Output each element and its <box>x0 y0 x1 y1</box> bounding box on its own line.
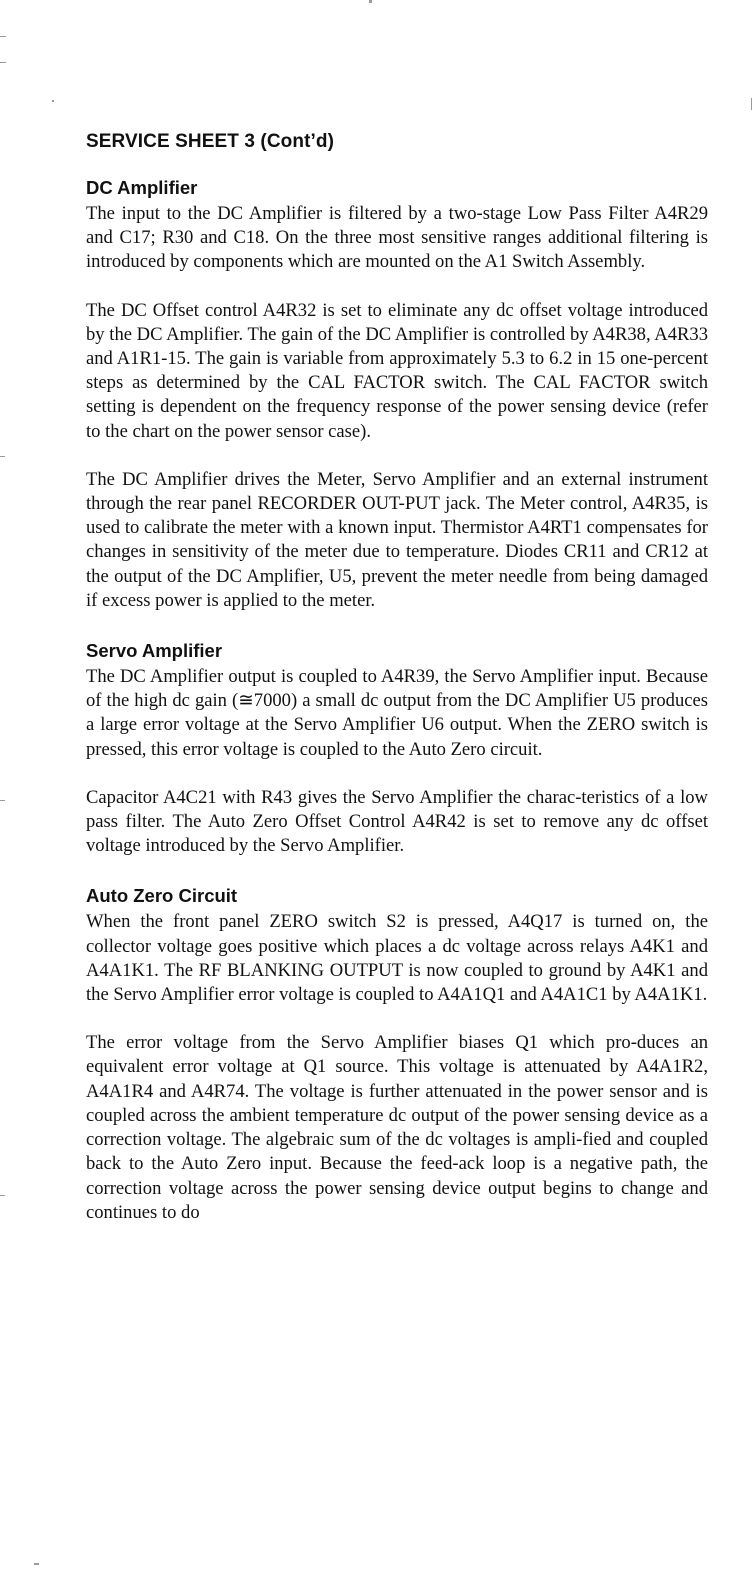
scan-mark-left-5 <box>0 1195 5 1196</box>
scan-mark-left-1 <box>0 36 6 37</box>
sheet-title: SERVICE SHEET 3 (Cont’d) <box>86 131 335 152</box>
document-body <box>86 130 708 1225</box>
section-dc-amplifier <box>86 176 708 613</box>
paragraph: The DC Offset control A4R32 is set to eliminate any dc offset voltage introduced by the DC Amplifier. The gain of the DC Amplifier is controlled by A4R38, A4R33 and A1R1-15. The gain is variable from approximately 5.3 to 6.2 in 15 one-percent steps as determined by the CAL FACTOR switch. The CAL FACTOR switch setting is dependent on the frequency response of the power sensing device (refer to the chart on the power sensor case). <box>86 299 708 442</box>
paragraph: Capacitor A4C21 with R43 gives the Servo Amplifier the charac-teristics of a low pass filter. The Auto Zero Offset Control A4R42 is set to remove any dc offset voltage introduced by the Servo Amplifier. <box>86 786 708 857</box>
section-auto-zero-circuit <box>86 884 708 1224</box>
scan-mark-top <box>369 0 372 3</box>
section-heading: Servo Amplifier <box>86 640 223 662</box>
paragraph: The input to the DC Amplifier is filtered by a two-stage Low Pass Filter A4R29 and C17; R30 and C18. On the three most sensitive ranges additional filtering is introduced by components which are mounted on the A1 Switch Assembly. <box>86 203 708 273</box>
scan-mark-left-4 <box>0 800 5 801</box>
section-heading: Auto Zero Circuit <box>86 885 238 907</box>
scan-mark-bottom <box>34 1563 39 1565</box>
paragraph: The DC Amplifier output is coupled to A4R39, the Servo Amplifier input. Because of the high dc gain (≅7000) a small dc output from the DC Amplifier U5 produces a large error voltage at the Servo Amplifier U6 output. When the ZERO switch is pressed, this error voltage is coupled to the Auto Zero circuit. <box>86 666 708 760</box>
scan-mark-right-1 <box>751 98 752 110</box>
paragraph: The error voltage from the Servo Amplifier biases Q1 which pro-duces an equivalent error voltage at Q1 source. This voltage is attenuated by A4A1R2, A4A1R4 and A4R74. The voltage is further attenuated in the power sensor and is coupled across the ambient temperature dc output of the power sensing device as a correction voltage. The algebraic sum of the dc voltages is ampli-fied and coupled back to the Auto Zero input. Because the feed-ack loop is a negative path, the correction voltage across the power sensing device output begins to change and continues to do <box>86 1032 708 1223</box>
scan-mark-dot-1 <box>52 100 54 102</box>
section-heading: DC Amplifier <box>86 177 198 198</box>
paragraph: The DC Amplifier drives the Meter, Servo Amplifier and an external instrument through the rear panel RECORDER OUT-PUT jack. The Meter control, A4R35, is used to calibrate the meter with a known input. Thermistor A4RT1 compensates for changes in sensitivity of the meter due to temperature. Diodes CR11 and CR12 at the output of the DC Amplifier, U5, prevent the meter needle from being damaged if excess power is applied to the meter. <box>86 468 708 611</box>
section-servo-amplifier <box>86 639 708 858</box>
scan-mark-left-2 <box>0 62 6 63</box>
paragraph: When the front panel ZERO switch S2 is pressed, A4Q17 is turned on, the collector voltage goes positive which places a dc voltage across relays A4K1 and A4A1K1. The RF BLANKING OUTPUT is now coupled to ground by A4K1 and the Servo Amplifier error voltage is coupled to A4A1Q1 and A4A1C1 by A4A1K1. <box>86 911 708 1006</box>
scan-mark-left-3 <box>0 456 5 457</box>
